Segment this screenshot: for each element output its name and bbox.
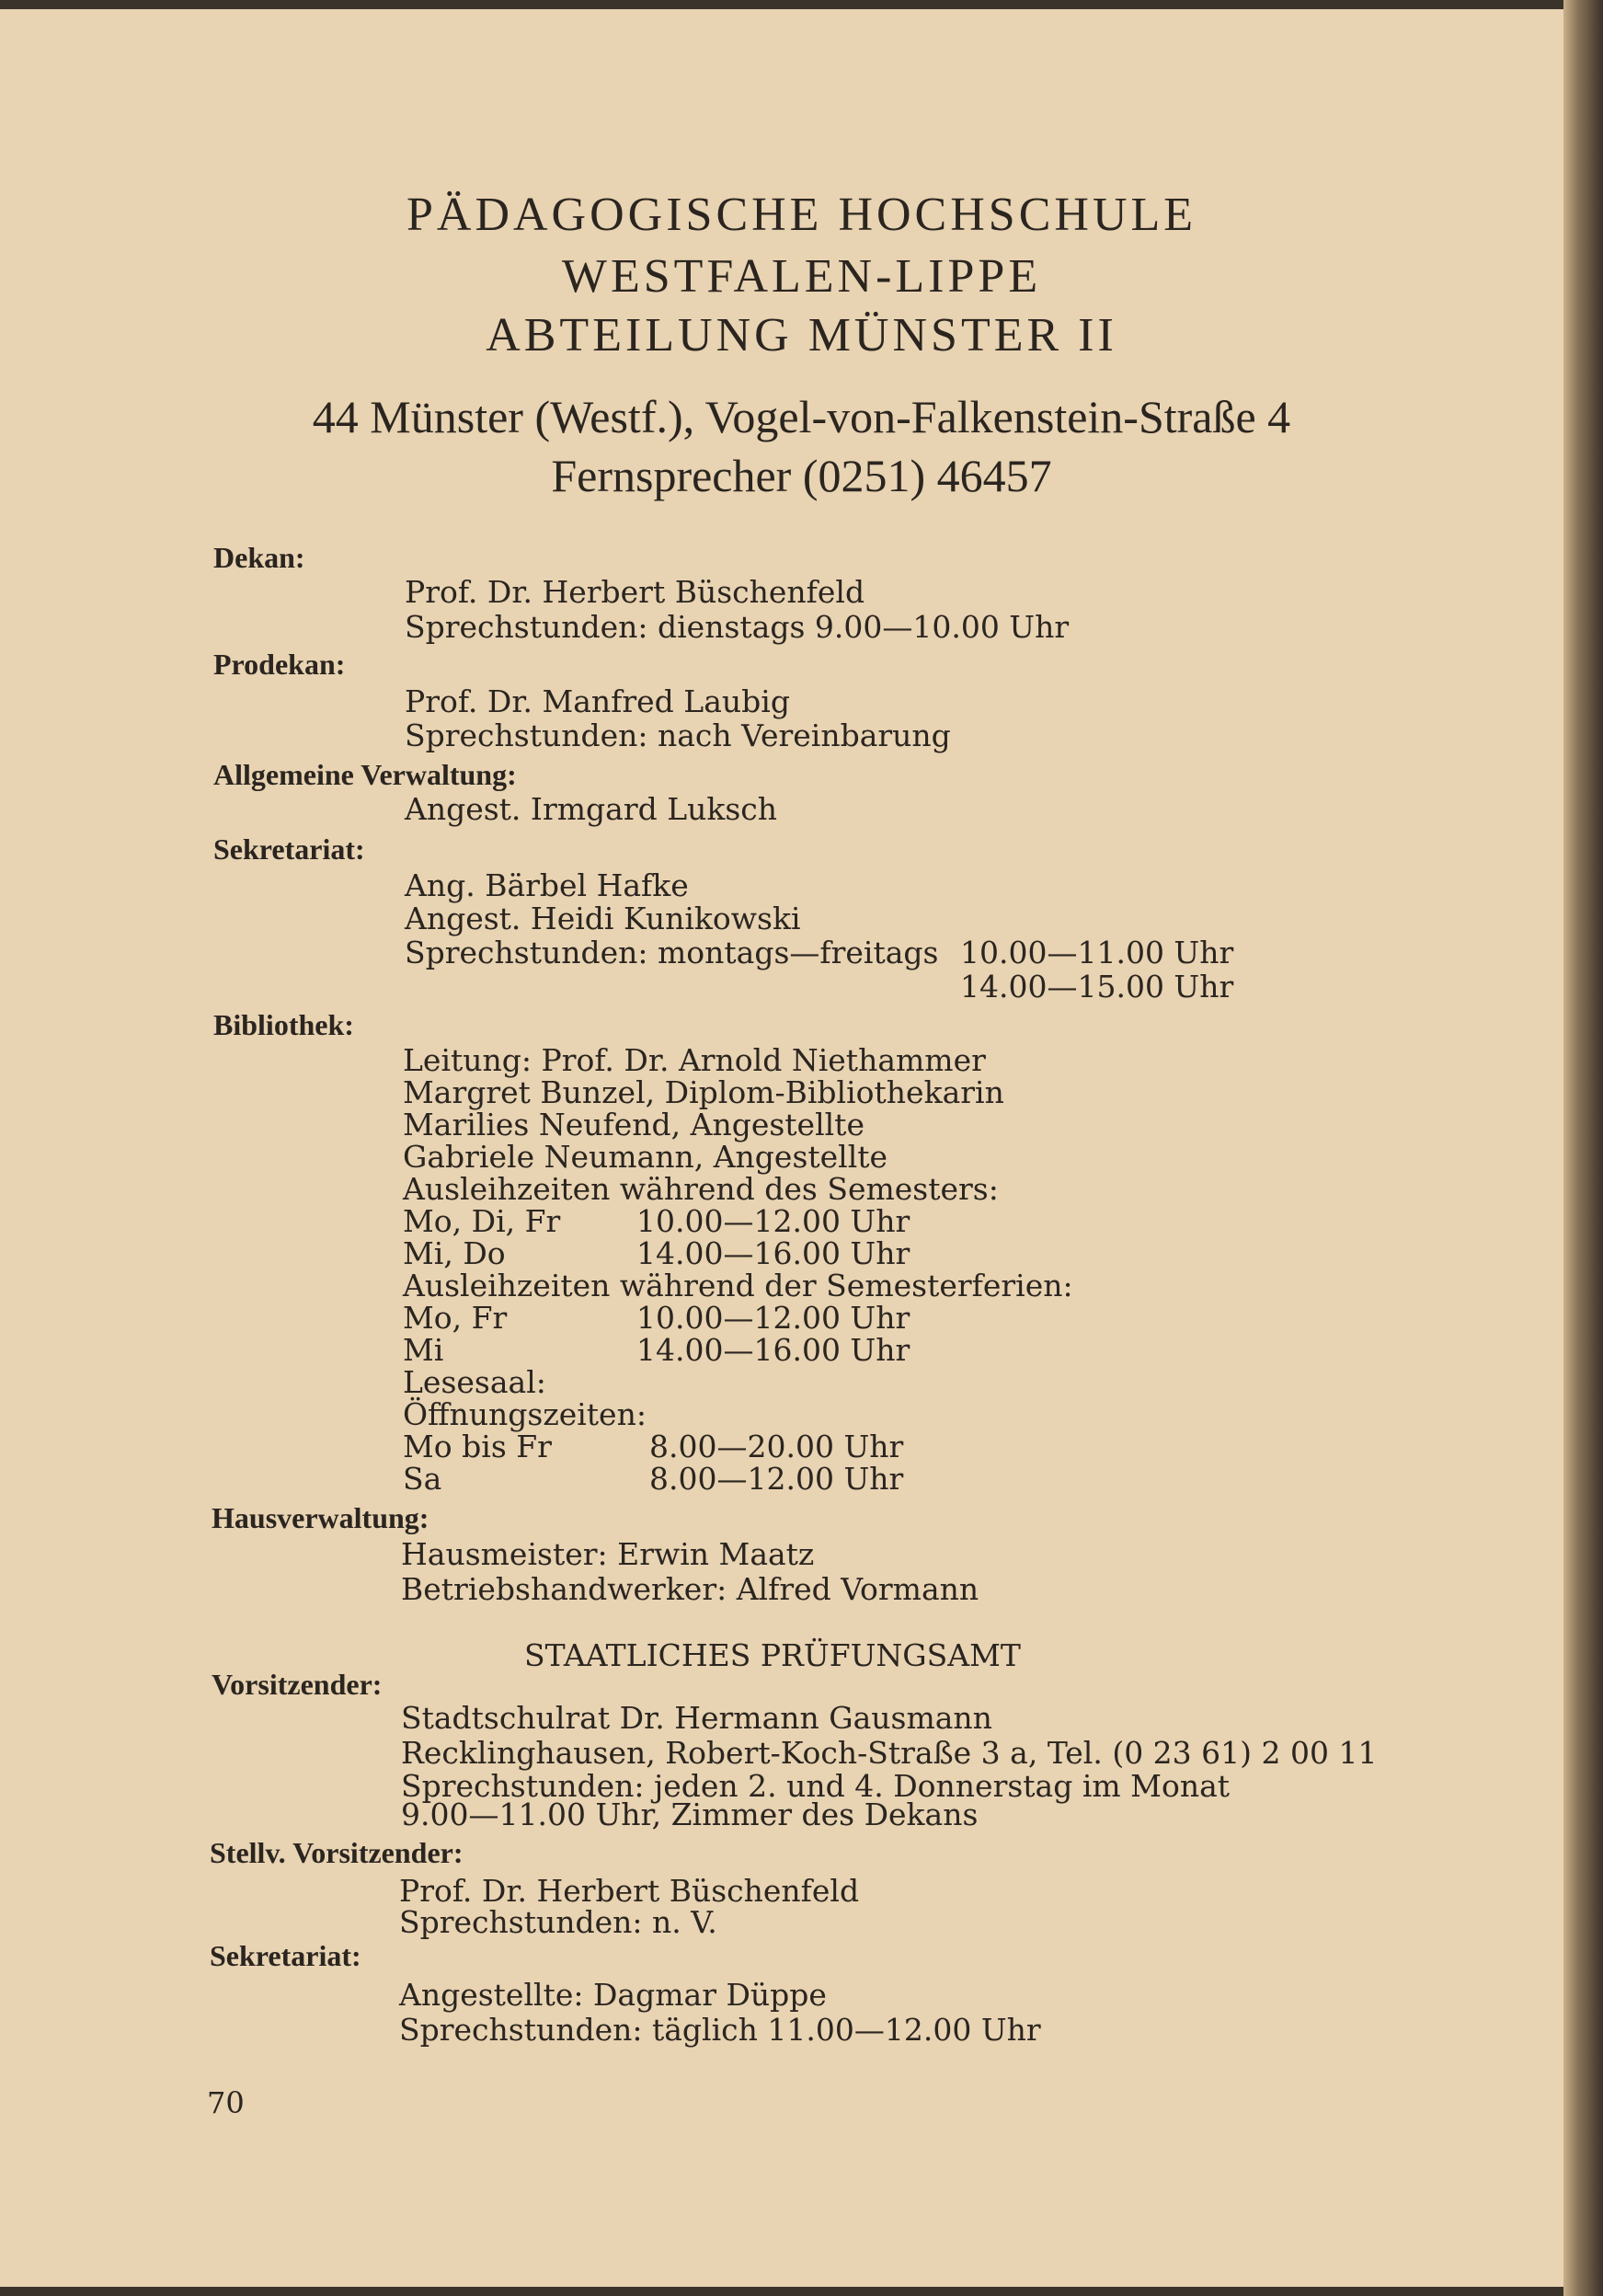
- hausverwaltung-line: Hausmeister: Erwin Maatz: [401, 1536, 815, 1572]
- dekan-label: Dekan:: [213, 541, 305, 574]
- bibliothek-label: Bibliothek:: [213, 1008, 354, 1041]
- pruefungsamt-sekretariat-line: Angestellte: Dagmar Düppe: [399, 1977, 827, 2013]
- page-number: 70: [207, 2085, 245, 2120]
- bibliothek-line: Margret Bunzel, Diplom-Bibliothekarin: [403, 1074, 1004, 1110]
- semester-time: 10.00—12.00 Uhr: [636, 1203, 910, 1239]
- header-line-1: PÄDAGOGISCHE HOCHSCHULE: [406, 189, 1197, 241]
- prodekan-hours: Sprechstunden: nach Vereinbarung: [405, 718, 951, 753]
- ferien-days: Mo, Fr: [403, 1300, 508, 1336]
- bibliothek-line: Leitung: Prof. Dr. Arnold Niethammer: [403, 1042, 986, 1078]
- bibliothek-line: Gabriele Neumann, Angestellte: [403, 1139, 888, 1175]
- page-top-shadow: [0, 0, 1574, 9]
- sekretariat-hours: 10.00—11.00 Uhr: [960, 935, 1234, 970]
- prodekan-name: Prof. Dr. Manfred Laubig: [405, 683, 790, 719]
- verwaltung-label: Allgemeine Verwaltung:: [213, 758, 517, 791]
- dekan-hours: Sprechstunden: dienstags 9.00—10.00 Uhr: [405, 609, 1070, 645]
- verwaltung-name: Angest. Irmgard Luksch: [405, 791, 778, 827]
- semester-time: 14.00—16.00 Uhr: [636, 1235, 910, 1271]
- semester-heading: Ausleihzeiten während des Semesters:: [403, 1171, 999, 1207]
- sekretariat-hours-label: Sprechstunden: montags—freitags: [405, 935, 939, 970]
- lesesaal-days: Mo bis Fr: [403, 1429, 552, 1464]
- vorsitzender-line: Stadtschulrat Dr. Hermann Gausmann: [401, 1700, 992, 1736]
- sekretariat-staff: Ang. Bärbel Hafke: [405, 867, 689, 903]
- hausverwaltung-line: Betriebshandwerker: Alfred Vormann: [401, 1571, 979, 1607]
- sekretariat-staff: Angest. Heidi Kunikowski: [405, 901, 801, 936]
- ferien-days: Mi: [403, 1332, 444, 1368]
- pruefungsamt-sekretariat-label: Sekretariat:: [210, 1939, 361, 1972]
- prodekan-label: Prodekan:: [213, 648, 346, 681]
- semester-days: Mi, Do: [403, 1235, 506, 1271]
- ferien-time: 10.00—12.00 Uhr: [636, 1300, 910, 1336]
- hausverwaltung-label: Hausverwaltung:: [212, 1501, 429, 1534]
- semester-days: Mo, Di, Fr: [403, 1203, 561, 1239]
- pruefungsamt-sekretariat-line: Sprechstunden: täglich 11.00—12.00 Uhr: [399, 2012, 1041, 2048]
- oeffnung-heading: Öffnungszeiten:: [403, 1396, 647, 1432]
- vorsitzender-label: Vorsitzender:: [212, 1668, 383, 1701]
- stellv-line: Prof. Dr. Herbert Büschenfeld: [399, 1873, 860, 1909]
- lesesaal-heading: Lesesaal:: [403, 1364, 546, 1400]
- ferien-heading: Ausleihzeiten während der Semesterferien:: [403, 1268, 1073, 1303]
- lesesaal-time: 8.00—20.00 Uhr: [649, 1429, 904, 1464]
- vorsitzender-line: Sprechstunden: jeden 2. und 4. Donnerstag im Monat: [401, 1768, 1231, 1804]
- bibliothek-line: Marilies Neufend, Angestellte: [403, 1107, 864, 1142]
- stellv-label: Stellv. Vorsitzender:: [210, 1836, 464, 1869]
- vorsitzender-line: Recklinghausen, Robert-Koch-Straße 3 a, Tel. (0 23 61) 2 00 11: [401, 1735, 1378, 1771]
- lesesaal-time: 8.00—12.00 Uhr: [649, 1461, 904, 1497]
- pruefungsamt-heading: STAATLICHES PRÜFUNGSAMT: [524, 1637, 1021, 1673]
- header-line-3: ABTEILUNG MÜNSTER II: [486, 309, 1117, 362]
- sekretariat-hours: 14.00—15.00 Uhr: [960, 969, 1234, 1004]
- stellv-line: Sprechstunden: n. V.: [399, 1904, 717, 1940]
- address-line: 44 Münster (Westf.), Vogel-von-Falkenstein-Straße 4: [312, 391, 1291, 442]
- dekan-name: Prof. Dr. Herbert Büschenfeld: [405, 574, 865, 610]
- sekretariat-label: Sekretariat:: [213, 832, 365, 866]
- book-spine-edge: [1563, 0, 1603, 2296]
- page-bottom-shadow: [0, 2287, 1574, 2296]
- ferien-time: 14.00—16.00 Uhr: [636, 1332, 910, 1368]
- phone-line: Fernsprecher (0251) 46457: [551, 450, 1052, 501]
- vorsitzender-line: 9.00—11.00 Uhr, Zimmer des Dekans: [401, 1797, 979, 1832]
- header-line-2: WESTFALEN-LIPPE: [561, 250, 1042, 303]
- lesesaal-days: Sa: [403, 1461, 442, 1497]
